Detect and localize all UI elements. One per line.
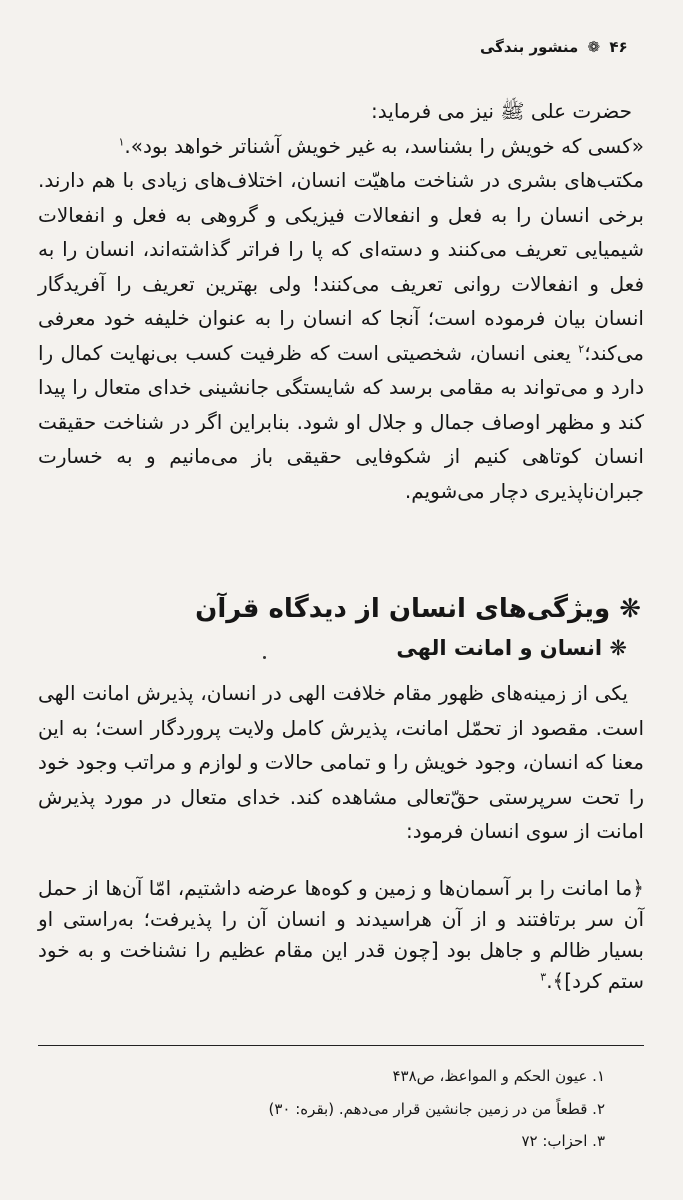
body-paragraph [38,163,644,508]
header-ornament-icon: ❁ [587,38,601,56]
section-one [38,94,644,508]
footnote-1: ۱. عیون الحکم و المواعظ، ص۴۳۸ [392,1067,605,1085]
footnote-ref-1: ۱ [118,134,125,148]
body-paragraph-2: یکی از زمینه‌های ظهور مقام خلافت الهی در انسان، پذیرش امانت الهی است. مقصود از تحمّل امانت، پذیرش کامل ولایت پروردگار است؛ به این معنا که انسان، وجود خویش را و تمامی حالات و لوازم و مراتب وجود خود را تحت سرپرستی حقّ‌تعالی مشاهده کند. خدای متعال در مورد پذیرش امانت از سوی انسان فرمود: [38,681,644,843]
subheading-title: انسان و امانت الهی [396,636,603,660]
footnote-ref-3: ۳ [540,970,547,984]
hadith-quote-text: «کسی که خویش را بشناسد، به غیر خویش آشناتر خواهد بود». [124,133,644,158]
verse-paragraph [38,873,644,997]
heading-star-icon: ❋ [619,594,641,624]
section-heading [195,594,641,624]
footnote-divider [38,1045,644,1046]
footnote-ref-2: ۲ [578,341,585,355]
paragraph-part-b: یعنی انسان، شخصیتی است که ظرفیت کسب بی‌نهایت کمال را دارد و می‌تواند به مقامی برسد که شایستگی جانشینی خدای متعال را پیدا کند و مظهر اوصاف جمال و جلال او شود. بنابراین اگر در شناخت حقیقت انسان کوتاهی کنیم از شکوفایی حقیقی باز می‌مانیم و به خسارت جبران‌ناپذیری دچار می‌شویم. [38,340,644,503]
section-two [38,676,644,849]
subheading-star-icon: ❋ [609,636,627,660]
heading-title: ویژگی‌های انسان از دیدگاه قرآن [195,594,611,624]
ink-speck [263,656,266,659]
section-subheading [396,636,627,660]
page-number: ۴۶ [609,38,628,56]
quran-verse [38,873,644,997]
footnote-3: ۳. احزاب: ۷۲ [521,1132,605,1150]
running-header [480,38,628,56]
verse-text: ﴿ما امانت را بر آسمان‌ها و زمین و کوه‌ها عرضه داشتیم، امّا آن‌ها از حمل آن سر برتافتند و از آن هراسیدند و انسان آن را پذیرفت؛ به‌راستی او بسیار ظالم و جاهل بود [چون قدر این مقام عظیم را نشناخت و به خود ستم کرد]﴾. [38,876,644,993]
book-title: منشور بندگی [480,38,579,56]
paragraph-part-a: مکتب‌های بشری در شناخت ماهیّت انسان، اختلاف‌های زیادی با هم دارند. برخی انسان را به فعل و انفعالات فیزیکی و گروهی به فعل و انفعالات شیمیایی تعریف می‌کنند و دسته‌ای که پا را فراتر گذاشته‌اند، انسان را به فعل و انفعالات روانی تعریف می‌کنند! ولی بهترین تعریف را آفریدگار انسان بیان فرموده است؛ آنجا که انسان را به عنوان خلیفه خود معرفی می‌کند؛ [38,168,644,365]
hadith-quote [38,129,644,164]
footnote-2: ۲. قطعاً من در زمین جانشین قرار می‌دهم. (بقره: ۳۰) [268,1100,605,1118]
intro-line: حضرت علی ﷺ نیز می فرماید: [371,99,632,123]
